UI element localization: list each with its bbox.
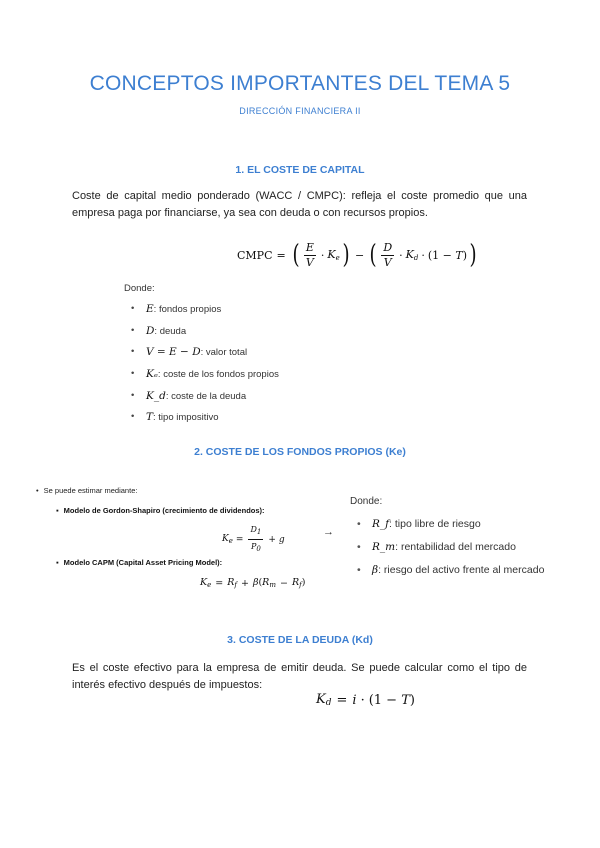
definition-text: : riesgo del activo frente al mercado: [378, 564, 545, 576]
section-1-donde: Donde:: [124, 283, 155, 294]
definition-text: : valor total: [200, 347, 248, 359]
definition-item: [356, 563, 544, 586]
page-title: CONCEPTOS IMPORTANTES DEL TEMA 5: [89, 72, 511, 95]
definition-symbol: T: [146, 411, 154, 424]
definition-text: : coste de los fondos propios: [157, 369, 279, 381]
definition-text: : rentabilidad del mercado: [395, 541, 516, 553]
gordon-formula: $K_e$ = $\frac{D1}{P0}$ + g: [222, 525, 285, 553]
definition-text: : tipo libre de riesgo: [389, 518, 481, 530]
definition-item: [356, 540, 544, 563]
definition-item: [356, 517, 544, 540]
capm-model-item: ▪ Modelo CAPM (Capital Asset Pricing Model):: [56, 558, 223, 567]
definition-text: : coste de la deuda: [165, 390, 247, 402]
definition-symbol: Kₑ: [146, 368, 158, 381]
kd-formula: $K_d$ = i · (1 − T): [316, 692, 415, 708]
definition-text: : tipo impositivo: [153, 412, 219, 424]
definition-item: [128, 302, 279, 324]
capm-model-label: Modelo CAPM (Capital Asset Pricing Model):: [63, 558, 223, 567]
section-2-definitions: [356, 517, 544, 586]
definition-item: [128, 410, 279, 432]
definition-symbol: R_m: [372, 541, 396, 553]
section-3-intro: Es el coste efectivo para la empresa de emitir deuda. Se puede calcular como el tipo de interés efectivo después de impuestos:: [72, 662, 527, 691]
definition-text: : deuda: [154, 325, 187, 337]
section-2-donde: Donde:: [350, 496, 383, 507]
gordon-model-item: ▪ Modelo de Gordon-Shapiro (crecimiento de dividendos):: [56, 506, 265, 515]
definition-symbol: D: [146, 324, 155, 337]
section-1-intro: Coste de capital medio ponderado (WACC / CMPC): refleja el coste promedio que una empresa paga por financiarse, ya sea con deuda o con recursos propios.: [72, 190, 527, 219]
section-2-estimate-label: Se puede estimar mediante:: [43, 486, 138, 495]
section-1-heading: 1. EL COSTE DE CAPITAL: [235, 164, 365, 176]
definition-symbol: β: [372, 564, 379, 576]
definition-symbol: R_f: [372, 518, 390, 530]
gordon-model-label: Modelo de Gordon-Shapiro (crecimiento de dividendos):: [63, 506, 265, 515]
section-2-heading: 2. COSTE DE LOS FONDOS PROPIOS (Ke): [194, 446, 406, 458]
section-1-definitions: [128, 302, 279, 432]
definition-item: [128, 324, 279, 346]
wacc-formula: CMPC = ( $\frac{E}{V}$ · $K_e$ ) − ( $\frac{D}{V}$ · $K_d$ · (1 − T) ): [237, 240, 477, 270]
definition-symbol: V = E − D: [146, 346, 201, 359]
definition-item: [128, 389, 279, 411]
definition-item: [128, 345, 279, 367]
section-3-heading: 3. COSTE DE LA DEUDA (Kd): [227, 634, 373, 646]
capm-formula: $K_e$ = $R_f$ + $\beta(R_m$ − $R_f$): [200, 577, 306, 589]
wacc-formula-lhs: CMPC: [237, 248, 273, 262]
definition-symbol: K_d: [146, 389, 166, 402]
definition-item: [128, 367, 279, 389]
definition-symbol: E: [146, 303, 154, 315]
section-2-estimate: • Se puede estimar mediante:: [36, 486, 138, 495]
definition-text: : fondos propios: [153, 304, 222, 315]
page-subtitle: DIRECCIÓN FINANCIERA II: [239, 106, 361, 116]
arrow-icon: →: [323, 526, 334, 538]
